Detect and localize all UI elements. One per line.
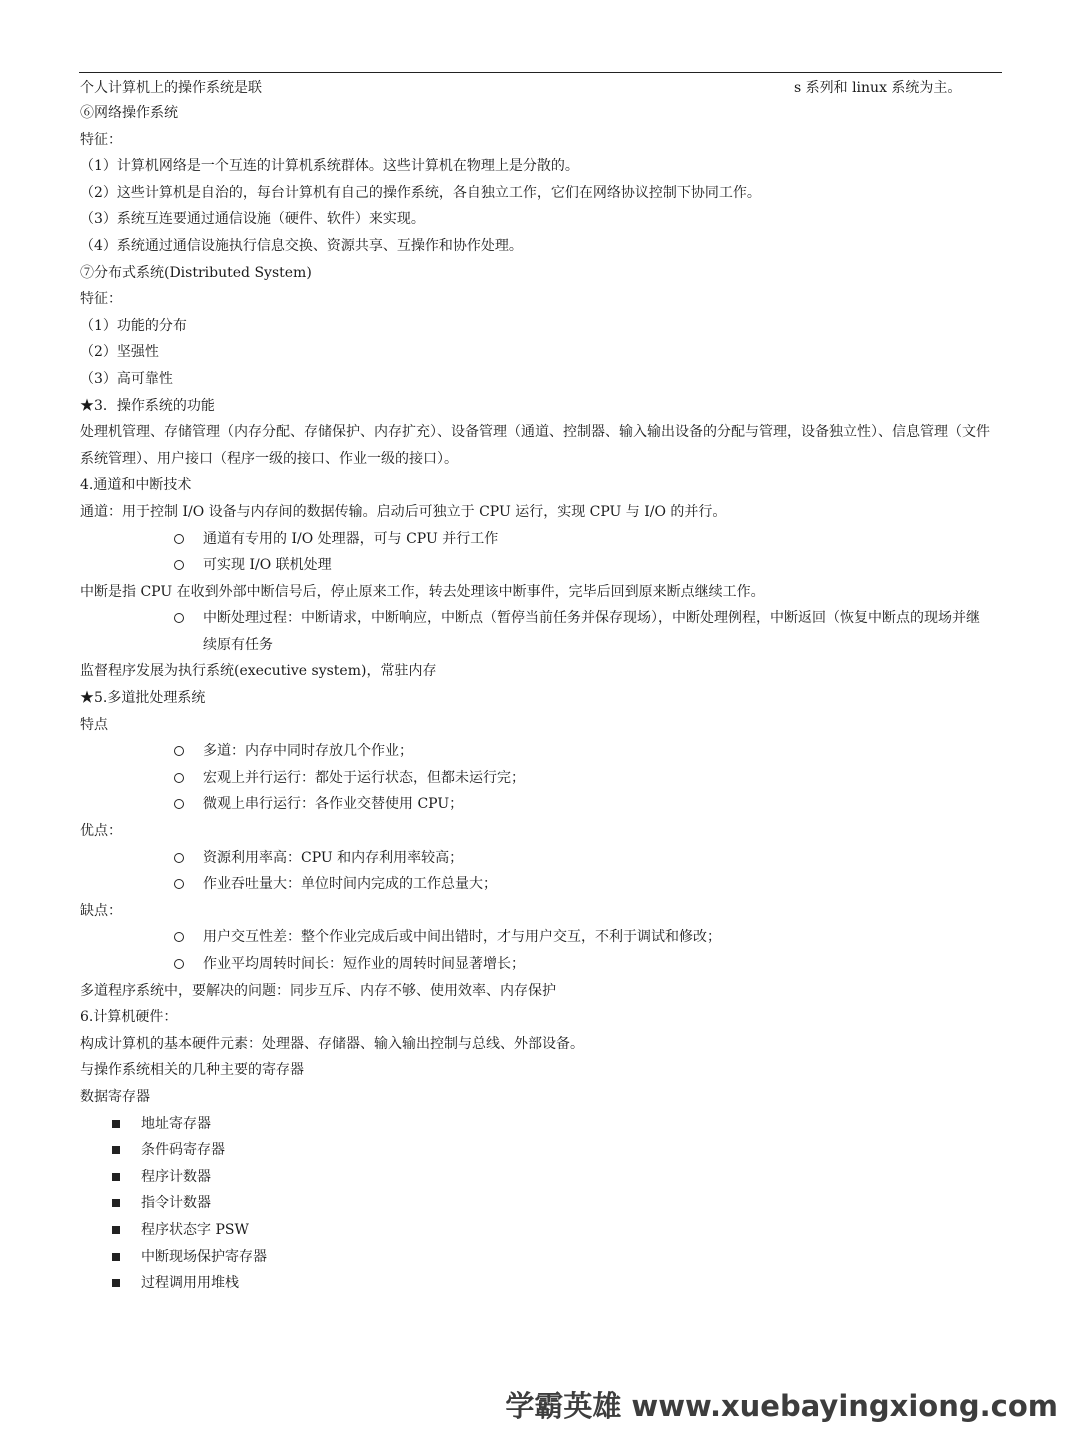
list-item-text: 微观上串行运行：各作业交替使用 CPU；	[203, 796, 464, 813]
list-item-text: 用户交互性差：整个作业完成后或中间出错时，才与用户交互，不利于调试和修改；	[203, 929, 721, 946]
features-label: 特征：	[80, 291, 122, 308]
list-item	[80, 738, 990, 765]
network-feature-4: （4）系统通过通信设施执行信息交换、资源共享、互操作和协作处理。	[80, 237, 523, 254]
list-item	[80, 552, 990, 579]
distributed-feature-2: （2）坚强性	[80, 344, 159, 361]
circle-bullet-icon	[174, 879, 184, 889]
data-register: 数据寄存器	[80, 1088, 150, 1105]
circle-bullet-icon	[174, 534, 184, 544]
header-right-text: s 系列和 linux 系统为主。	[794, 80, 962, 96]
hardware-text: 构成计算机的基本硬件元素：处理器、存储器、输入输出控制与总线、外部设备。	[80, 1035, 584, 1052]
list-item	[80, 1217, 1000, 1244]
list-item-text: 中断处理过程：中断请求，中断响应，中断点（暂停当前任务并保存现场），中断处理例程，中断返回（恢复中断点的现场并继续原有任务	[203, 610, 980, 653]
header-left-text: 个人计算机上的操作系统是联	[80, 80, 262, 96]
channel-heading: 4.通道和中断技术	[80, 477, 192, 494]
list-item	[80, 951, 990, 978]
registers-intro: 与操作系统相关的几种主要的寄存器	[80, 1062, 304, 1079]
pros-label: 优点：	[80, 823, 122, 840]
list-item	[80, 845, 990, 872]
list-item-text: 可实现 I/O 联机处理	[203, 557, 332, 574]
square-bullet-icon	[112, 1173, 120, 1181]
list-item-text: 指令计数器	[141, 1195, 211, 1212]
list-item-text: 通道有专用的 I/O 处理器，可与 CPU 并行工作	[203, 530, 499, 547]
network-feature-1: （1）计算机网络是一个互连的计算机系统群体。这些计算机在物理上是分散的。	[80, 158, 579, 175]
distributed-heading: ⑦分布式系统(Distributed System)	[80, 264, 312, 281]
list-item	[80, 526, 990, 553]
traits-label: 特点	[80, 716, 108, 733]
square-bullet-icon	[112, 1120, 120, 1128]
site-watermark: 学霸英雄 www.xuebayingxiong.com	[505, 1389, 1058, 1423]
header-rule	[79, 72, 1002, 73]
list-item	[80, 1244, 1000, 1271]
cons-label: 缺点：	[80, 902, 122, 919]
list-item-text: 作业吞吐量大：单位时间内完成的工作总量大；	[203, 876, 497, 893]
multiprog-problems: 多道程序系统中，要解决的问题：同步互斥、内存不够、使用效率、内存保护	[80, 982, 556, 999]
list-item-text: 地址寄存器	[141, 1115, 211, 1132]
list-item	[80, 1164, 1000, 1191]
circle-bullet-icon	[174, 853, 184, 863]
header-row	[80, 76, 980, 100]
list-item-text: 作业平均周转时间长：短作业的周转时间显著增长；	[203, 956, 525, 972]
circle-bullet-icon	[174, 560, 184, 570]
distributed-feature-1: （1）功能的分布	[80, 317, 187, 334]
list-item	[80, 791, 990, 818]
list-item-text: 程序计数器	[141, 1168, 211, 1185]
square-bullet-icon	[112, 1226, 120, 1234]
list-item	[80, 1270, 1000, 1297]
distributed-feature-3: （3）高可靠性	[80, 370, 173, 387]
circle-bullet-icon	[174, 799, 184, 809]
square-bullet-icon	[112, 1279, 120, 1287]
list-item-text: 条件码寄存器	[141, 1142, 225, 1159]
list-item	[80, 871, 990, 898]
network-feature-3: （3）系统互连要通过通信设施（硬件、软件）来实现。	[80, 211, 425, 228]
hardware-heading: 6.计算机硬件：	[80, 1009, 178, 1026]
list-item-text: 过程调用用堆栈	[141, 1275, 239, 1292]
square-bullet-icon	[112, 1199, 120, 1207]
channel-text: 通道：用于控制 I/O 设备与内存间的数据传输。启动后可独立于 CPU 运行，实现 CPU 与 I/O 的并行。	[80, 503, 727, 520]
list-item	[80, 924, 990, 951]
circle-bullet-icon	[174, 746, 184, 756]
list-item	[80, 1190, 1000, 1217]
list-item	[80, 1137, 1000, 1164]
monitor-text: 监督程序发展为执行系统(executive system)，常驻内存	[80, 663, 437, 680]
document-body	[80, 100, 1000, 1297]
network-os-heading: ⑥网络操作系统	[80, 105, 178, 121]
os-functions-heading: ★3．操作系统的功能	[80, 397, 215, 414]
list-item	[80, 1111, 1000, 1138]
list-item	[80, 765, 990, 792]
square-bullet-icon	[112, 1253, 120, 1261]
interrupt-text: 中断是指 CPU 在收到外部中断信号后，停止原来工作，转去处理该中断事件，完毕后回到原来断点继续工作。	[80, 583, 765, 600]
list-item	[80, 605, 990, 658]
list-item-text: 宏观上并行运行：都处于运行状态，但都未运行完；	[203, 769, 525, 786]
circle-bullet-icon	[174, 773, 184, 783]
list-item-text: 程序状态字 PSW	[141, 1221, 249, 1238]
circle-bullet-icon	[174, 959, 184, 969]
circle-bullet-icon	[174, 613, 184, 623]
circle-bullet-icon	[174, 932, 184, 942]
multiprog-heading: ★5.多道批处理系统	[80, 690, 206, 707]
features-label: 特征：	[80, 131, 122, 148]
list-item-text: 资源利用率高：CPU 和内存利用率较高；	[203, 849, 464, 866]
network-feature-2: （2）这些计算机是自治的，每台计算机有自己的操作系统，各自独立工作，它们在网络协议控制下协同工作。	[80, 184, 761, 201]
square-bullet-icon	[112, 1146, 120, 1154]
list-item-text: 中断现场保护寄存器	[141, 1248, 267, 1265]
list-item-text: 多道：内存中同时存放几个作业；	[203, 743, 413, 760]
os-functions-text: 处理机管理、存储管理（内存分配、存储保护、内存扩充）、设备管理（通道、控制器、输入输出设备的分配与管理，设备独立性）、信息管理（文件系统管理）、用户接口（程序一级的接口、作业一级的接口）。	[80, 424, 990, 467]
